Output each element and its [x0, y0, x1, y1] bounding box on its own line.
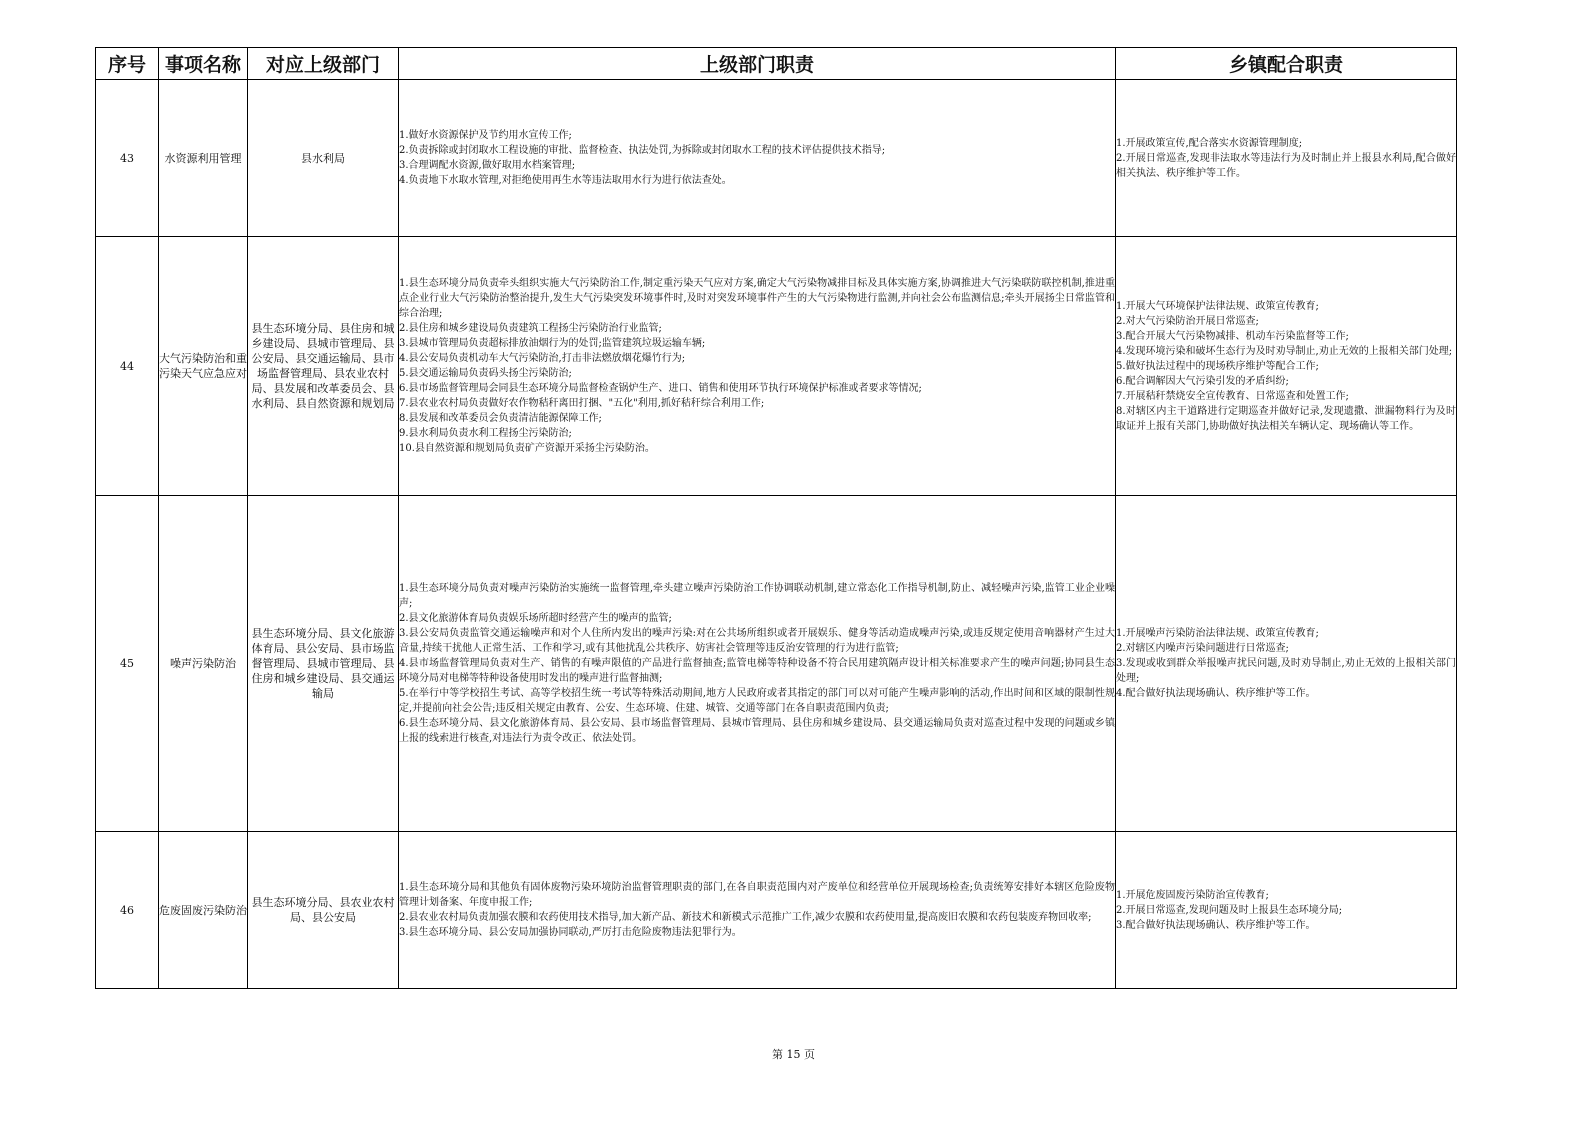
department-duties: [399, 237, 1116, 496]
department: 县生态环境分局、县住房和城乡建设局、县城市管理局、县公安局、县交通运输局、县市场监督管理局、县农业农村局、县发展和改革委员会、县水利局、县自然资源和规划局: [248, 237, 399, 496]
duty-line: 10.县自然资源和规划局负责矿产资源开采扬尘污染防治。: [399, 443, 655, 454]
duty-line: 1.县生态环境分局负责对噪声污染防治实施统一监督管理,牵头建立噪声污染防治工作协调联动机制,建立常态化工作指导机制,防止、减轻噪声污染,监管工业企业噪声;: [399, 583, 1115, 609]
duty-line: 4.县公安局负责机动车大气污染防治,打击非法燃放烟花爆竹行为;: [399, 353, 686, 364]
department-duties: [399, 80, 1116, 237]
duty-line: 2.县农业农村局负责加强农膜和农药使用技术指导,加大新产品、新技术和新模式示范推广工作,减少农膜和农药使用量,提高废旧农膜和农药包装废弃物回收率;: [399, 912, 1092, 923]
town-duty-line: 8.对辖区内主干道路进行定期巡查并做好记录,发现遗撒、泄漏物料行为及时取证并上报有关部门,协助做好执法相关车辆认定、现场确认等工作。: [1116, 405, 1456, 432]
duty-line: 5.县交通运输局负责码头扬尘污染防治;: [399, 368, 572, 379]
town-duties: [1116, 237, 1457, 496]
town-duty-line: 3.发现或收到群众举报噪声扰民问题,及时劝导制止,劝止无效的上报相关部门处理;: [1116, 658, 1456, 684]
item-name: 大气污染防治和重污染天气应急应对: [159, 237, 248, 496]
town-duty-line: 1.开展政策宣传,配合落实水资源管理制度;: [1116, 137, 1303, 149]
town-duties: [1116, 832, 1457, 989]
duty-line: 3.合理调配水资源,做好取用水档案管理;: [399, 160, 576, 171]
town-duty-line: 2.开展日常巡查,发现问题及时上报县生态环境分局;: [1116, 904, 1343, 916]
duty-line: 5.在举行中等学校招生考试、高等学校招生统一考试等特殊活动期间,地方人民政府或者其指定的部门可以对可能产生噪声影响的活动,作出时间和区域的限制性规定,并提前向社会公告;违反相关规定由教育、公安、生态环境、住建、城管、交通等部门在各自职责范围内负责;: [399, 688, 1115, 714]
town-duty-line: 3.配合开展大气污染物减排、机动车污染监督等工作;: [1116, 330, 1349, 342]
duty-line: 2.县住房和城乡建设局负责建筑工程扬尘污染防治行业监管;: [399, 323, 662, 334]
item-name: 噪声污染防治: [159, 496, 248, 832]
duty-line: 3.县城市管理局负责超标排放油烟行为的处罚;监管建筑垃圾运输车辆;: [399, 338, 706, 349]
duty-line: 9.县水利局负责水利工程扬尘污染防治;: [399, 428, 572, 439]
department: 县水利局: [248, 80, 399, 237]
town-duties: [1116, 80, 1457, 237]
item-name: 水资源利用管理: [159, 80, 248, 237]
town-duty-line: 2.对大气污染防治开展日常巡查;: [1116, 315, 1259, 327]
town-duty-line: 4.发现环境污染和破坏生态行为及时劝导制止,劝止无效的上报相关部门处理;: [1116, 345, 1453, 357]
town-duty-line: 1.开展噪声污染防治法律法规、政策宣传教育;: [1116, 628, 1319, 639]
duty-line: 6.县市场监督管理局会同县生态环境分局监督检查锅炉生产、进口、销售和使用环节执行环境保护标准或者要求等情况;: [399, 383, 922, 394]
table-row: [96, 832, 1457, 989]
row-number: 44: [96, 237, 159, 496]
duty-line: 6.县生态环境分局、县文化旅游体育局、县公安局、县市场监督管理局、县城市管理局、县住房和城乡建设局、县交通运输局负责对巡查过程中发现的问题或乡镇上报的线索进行核查,对违法行为责令改正、依法处罚。: [399, 718, 1115, 744]
duty-line: 1.县生态环境分局和其他负有固体废物污染环境防治监督管理职责的部门,在各自职责范围内对产废单位和经营单位开展现场检查;负责统筹安排好本辖区危险废物管理计划备案、年度申报工作;: [399, 882, 1115, 908]
duty-line: 8.县发展和改革委员会负责清洁能源保障工作;: [399, 413, 602, 424]
town-duty-line: 2.开展日常巡查,发现非法取水等违法行为及时制止并上报县水利局,配合做好相关执法、秩序维护等工作。: [1116, 152, 1456, 179]
header-town: 乡镇配合职责: [1116, 48, 1457, 80]
duty-line: 7.县农业农村局负责做好农作物秸秆离田打捆、"五化"利用,抓好秸秆综合利用工作;: [399, 398, 765, 409]
town-duty-line: 6.配合调解因大气污染引发的矛盾纠纷;: [1116, 375, 1289, 387]
town-duty-line: 2.对辖区内噪声污染问题进行日常巡查;: [1116, 643, 1289, 654]
duty-line: 2.负责拆除或封闭取水工程设施的审批、监督检查、执法处罚,为拆除或封闭取水工程的技术评估提供技术指导;: [399, 145, 886, 156]
town-duty-line: 1.开展危废固废污染防治宣传教育;: [1116, 889, 1269, 901]
duty-line: 2.县文化旅游体育局负责娱乐场所超时经营产生的噪声的监管;: [399, 613, 672, 624]
header-duty: 上级部门职责: [399, 48, 1116, 80]
duty-table: [95, 47, 1457, 989]
table-row: [96, 496, 1457, 832]
duty-line: 3.县生态环境分局、县公安局加强协同联动,严厉打击危险废物违法犯罪行为。: [399, 927, 742, 938]
row-number: 45: [96, 496, 159, 832]
department-duties: [399, 496, 1116, 832]
town-duties: [1116, 496, 1457, 832]
department: 县生态环境分局、县农业农村局、县公安局: [248, 832, 399, 989]
header-name: 事项名称: [159, 48, 248, 80]
duty-line: 4.县市场监督管理局负责对生产、销售的有噪声限值的产品进行监督抽查;监管电梯等特种设备不符合民用建筑隔声设计相关标准要求产生的噪声问题;协同县生态环境分局对电梯等特种设备使用时发出的噪声进行监督抽测;: [399, 658, 1115, 684]
duty-line: 1.县生态环境分局负责牵头组织实施大气污染防治工作,制定重污染天气应对方案,确定大气污染物减排目标及具体实施方案,协调推进大气污染联防联控机制,推进重点企业行业大气污染防治整治提升,发生大气污染突发环境事件时,及时对突发环境事件产生的大气污染物进行监测,并向社会公布监测信息;牵头开展扬尘日常监管和综合治理;: [399, 278, 1115, 319]
town-duty-line: 7.开展秸秆禁烧安全宣传教育、日常巡查和处置工作;: [1116, 390, 1349, 402]
header-dept: 对应上级部门: [248, 48, 399, 80]
table-row: [96, 237, 1457, 496]
row-number: 46: [96, 832, 159, 989]
department: 县生态环境分局、县文化旅游体育局、县公安局、县市场监督管理局、县城市管理局、县住房和城乡建设局、县交通运输局: [248, 496, 399, 832]
duty-line: 1.做好水资源保护及节约用水宣传工作;: [399, 130, 572, 141]
header-no: 序号: [96, 48, 159, 80]
town-duty-line: 1.开展大气环境保护法律法规、政策宣传教育;: [1116, 300, 1319, 312]
item-name: 危废固废污染防治: [159, 832, 248, 989]
row-number: 43: [96, 80, 159, 237]
duty-line: 4.负责地下水取水管理,对拒绝使用再生水等违法取用水行为进行依法查处。: [399, 175, 732, 186]
table-row: [96, 80, 1457, 237]
duty-line: 3.县公安局负责监管交通运输噪声和对个人住所内发出的噪声污染:对在公共场所组织或者开展娱乐、健身等活动造成噪声污染,或违反规定使用音响器材产生过大音量,持续干扰他人正常生活、工作和学习,或有其他扰乱公共秩序、妨害社会管理等违反治安管理的行为进行监管;: [399, 628, 1115, 654]
department-duties: [399, 832, 1116, 989]
town-duty-line: 3.配合做好执法现场确认、秩序维护等工作。: [1116, 919, 1316, 931]
town-duty-line: 4.配合做好执法现场确认、秩序维护等工作。: [1116, 688, 1316, 699]
header-row: [96, 48, 1457, 80]
page-number: 第 15 页: [772, 1048, 815, 1061]
town-duty-line: 5.做好执法过程中的现场秩序维护等配合工作;: [1116, 360, 1319, 372]
